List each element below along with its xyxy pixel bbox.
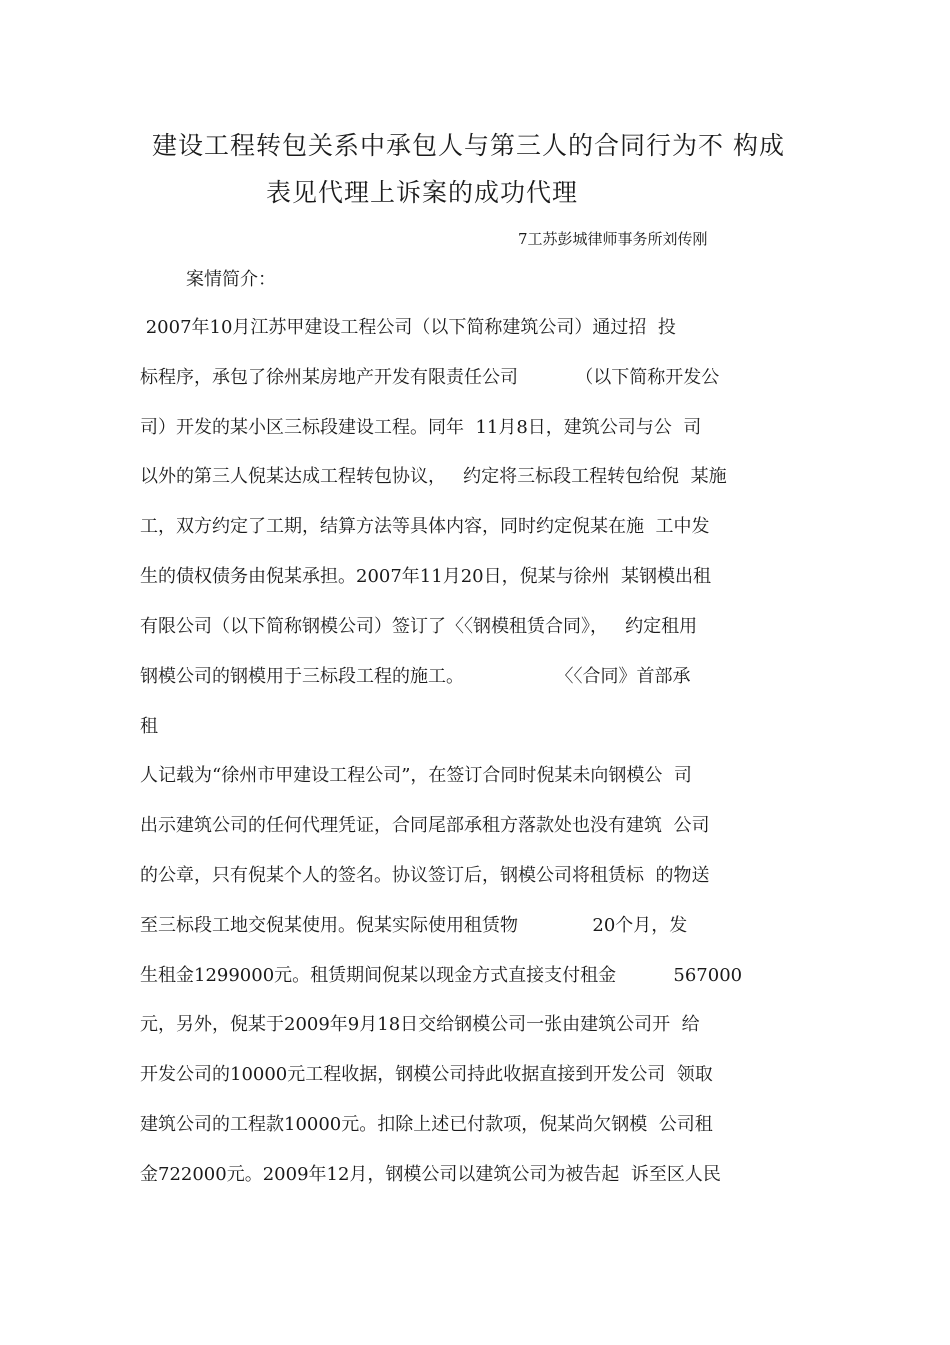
body-line: 钢模公司的钢模用于三标段工程的施工。 〈〈合同》首部承 [140, 666, 691, 687]
body-line: 以外的第三人倪某达成工程转包协议， 约定将三标段工程转包给倪 某施 [140, 466, 727, 487]
document-title-line-1: 建设工程转包关系中承包人与第三人的合同行为不 构成 [152, 131, 785, 160]
body-line: 建筑公司的工程款10000元。扣除上述已付款项，倪某尚欠钢模 公司租 [140, 1114, 713, 1135]
body-line: 租 [140, 716, 158, 737]
body-line: 出示建筑公司的任何代理凭证，合同尾部承租方落款处也没有建筑 公司 [140, 815, 710, 836]
body-line: 的公章，只有倪某个人的签名。协议签订后，钢模公司将租赁标 的物送 [140, 865, 710, 886]
section-heading: 案情简介： [186, 269, 276, 290]
body-line: 至三标段工地交倪某使用。倪某实际使用租赁物 20个月，发 [140, 915, 688, 936]
body-line: 有限公司（以下简称钢模公司）签订了〈〈钢模租赁合同》， 约定租用 [140, 616, 698, 637]
body-line: 开发公司的10000元工程收据，钢模公司持此收据直接到开发公司 领取 [140, 1064, 713, 1085]
document-title-line-2: 表见代理上诉案的成功代理 [266, 178, 579, 207]
body-line: 金722000元。2009年12月，钢模公司以建筑公司为被告起 诉至区人民 [140, 1164, 721, 1185]
body-line: 工，双方约定了工期，结算方法等具体内容，同时约定倪某在施 工中发 [140, 516, 710, 537]
body-line: 生租金1299000元。租赁期间倪某以现金方式直接支付租金 567000 [140, 965, 743, 986]
body-line: 人记载为“徐州市甲建设工程公司”，在签订合同时倪某未向钢模公 司 [140, 765, 692, 786]
body-line: 元，另外，倪某于2009年9月18日交给钢模公司一张由建筑公司开 给 [140, 1014, 700, 1035]
body-line: 司）开发的某小区三标段建设工程。同年 11月8日，建筑公司与公 司 [140, 417, 702, 438]
author-line: 7工苏彭城律师事务所刘传刚 [518, 230, 708, 248]
body-line: 2007年10月江苏甲建设工程公司（以下简称建筑公司）通过招 投 [140, 317, 676, 338]
body-line: 标程序，承包了徐州某房地产开发有限责任公司 （以下简称开发公 [140, 367, 720, 388]
body-line: 生的债权债务由倪某承担。2007年11月20日，倪某与徐州 某钢模出租 [140, 566, 712, 587]
